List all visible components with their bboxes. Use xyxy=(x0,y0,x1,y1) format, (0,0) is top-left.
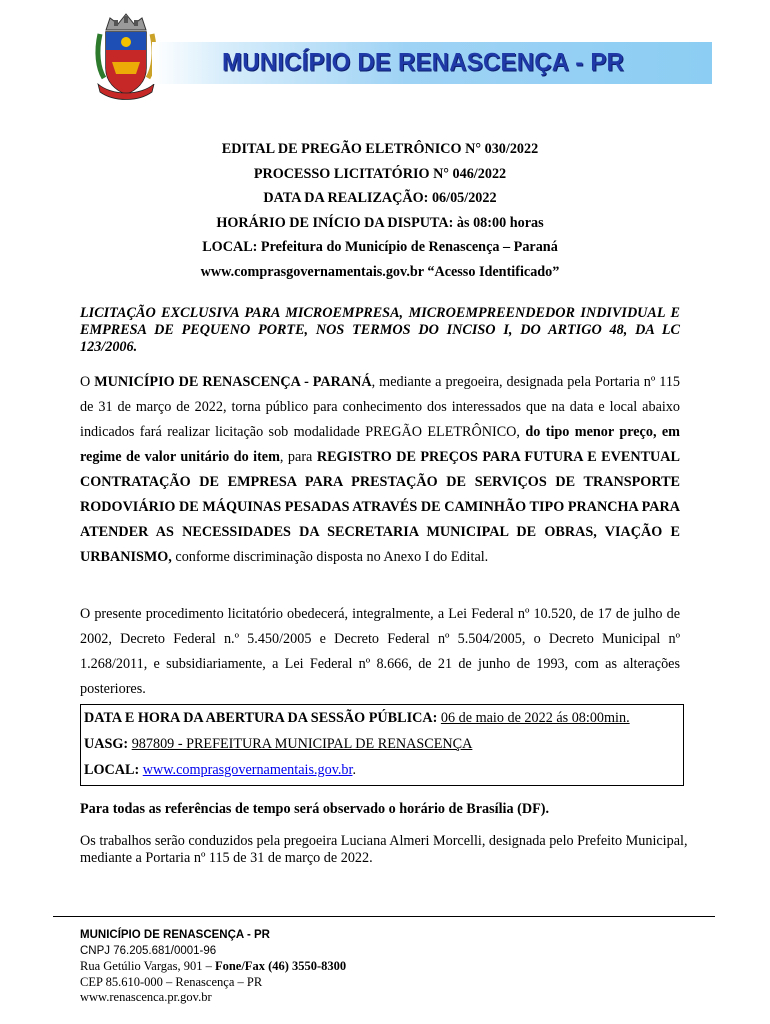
realization-date: DATA DA REALIZAÇÃO: 06/05/2022 xyxy=(263,190,497,207)
footer-municipality: MUNICÍPIO DE RENASCENÇA - PR xyxy=(80,929,270,941)
object-description: REGISTRO DE PREÇOS PARA FUTURA E EVENTUAL CONTRATAÇÃO DE EMPRESA PARA PRESTAÇÃO DE SERVIÇOS DE TRANSPORTE RODOVIÁRIO DE MÁQUINAS PESADAS ATRAVÉS DE CAMINHÃO TIPO PRANCHA PARA ATENDER AS NECESSIDADES DA SECRETARIA MUNICIPAL DE OBRAS, VIAÇÃO E URBANISMO, xyxy=(80,449,680,565)
uasg-value: 987809 - PREFEITURA MUNICIPAL DE RENASCENÇA xyxy=(131,736,473,752)
pregoeira-paragraph: Os trabalhos serão conduzidos pela pregoeira Luciana Almeri Morcelli, designada pelo Prefeito Municipal, mediante a Portaria nº 115 de 31 de março de 2022. xyxy=(80,833,688,866)
footer-site: www.renascenca.pr.gov.br xyxy=(80,990,212,1004)
intro-paragraph xyxy=(80,370,680,570)
intro-part-1: O xyxy=(80,374,95,390)
intro-part-5: , para xyxy=(279,449,317,465)
footer-address: Rua Getúlio Vargas, 901 – xyxy=(80,959,215,973)
municipal-crest-icon xyxy=(92,12,160,104)
local-row xyxy=(84,758,683,784)
access-line: www.comprasgovernamentais.gov.br “Acesso Identificado” xyxy=(200,263,560,280)
price-type: do tipo menor preço, em regime de valor unitário do item xyxy=(80,424,680,465)
intro-part-7: conforme discriminação disposta no Anexo I do Edital. xyxy=(171,549,489,565)
opening-value: 06 de maio de 2022 ás 08:00min. xyxy=(440,710,630,726)
footer-divider xyxy=(53,916,715,917)
crest-crown xyxy=(106,14,146,30)
municipality-name: MUNICÍPIO DE RENASCENÇA - PARANÁ xyxy=(94,374,372,390)
uasg-label: UASG: xyxy=(84,736,129,752)
location-line: LOCAL: Prefeitura do Município de Renascença – Paraná xyxy=(202,239,558,256)
page-footer xyxy=(80,928,480,1006)
local-label: LOCAL: xyxy=(84,762,140,778)
session-info-box xyxy=(80,704,684,786)
comprasgov-link[interactable]: www.comprasgovernamentais.gov.br xyxy=(142,762,353,778)
footer-cep: CEP 85.610-000 – Renascença – PR xyxy=(80,974,263,989)
footer-address-row xyxy=(80,959,480,975)
header-banner xyxy=(152,42,712,84)
exclusive-notice: LICITAÇÃO EXCLUSIVA PARA MICROEMPRESA, MICROEMPREENDEDOR INDIVIDUAL E EMPRESA DE PEQUENO PORTE, NOS TERMOS DO INCISO I, DO ARTIGO 48, DA LC 123/2006. xyxy=(80,305,680,355)
dispute-start-time: HORÁRIO DE INÍCIO DA DISPUTA: às 08:00 horas xyxy=(216,214,544,231)
local-end: . xyxy=(352,762,357,778)
time-reference-note: Para todas as referências de tempo será observado o horário de Brasília (DF). xyxy=(80,801,550,817)
footer-cnpj: CNPJ 76.205.681/0001-96 xyxy=(80,944,217,957)
header-title: MUNICÍPIO DE RENASCENÇA - PR xyxy=(222,48,625,77)
uasg-row xyxy=(84,732,683,758)
page-header xyxy=(92,10,632,106)
process-number: PROCESSO LICITATÓRIO N° 046/2022 xyxy=(253,165,507,182)
document-titles xyxy=(80,138,680,286)
opening-row xyxy=(84,706,683,732)
intro-part-3: , mediante a pregoeira, designada pela Portaria nº 115 de 31 de março de 2022, torna público para conhecimento dos interessados que na data e local abaixo indicados fará realizar licitação sob modalidade PREGÃO ELETRÔNICO, xyxy=(80,374,681,440)
opening-label: DATA E HORA DA ABERTURA DA SESSÃO PÚBLICA: xyxy=(84,710,438,726)
edital-title: EDITAL DE PREGÃO ELETRÔNICO N° 030/2022 xyxy=(221,141,539,157)
legal-basis-paragraph: O presente procedimento licitatório obedecerá, integralmente, a Lei Federal nº 10.520, de 17 de julho de 2002, Decreto Federal n.º 5.450/2005 e Decreto Federal nº 5.504/2005, o Decreto Municipal nº 1.268/2011, e subsidiariamente, a Lei Federal nº 8.666, de 21 de junho de 1993, com as alterações posteriores. xyxy=(80,606,680,697)
footer-phone: Fone/Fax (46) 3550-8300 xyxy=(214,959,347,973)
